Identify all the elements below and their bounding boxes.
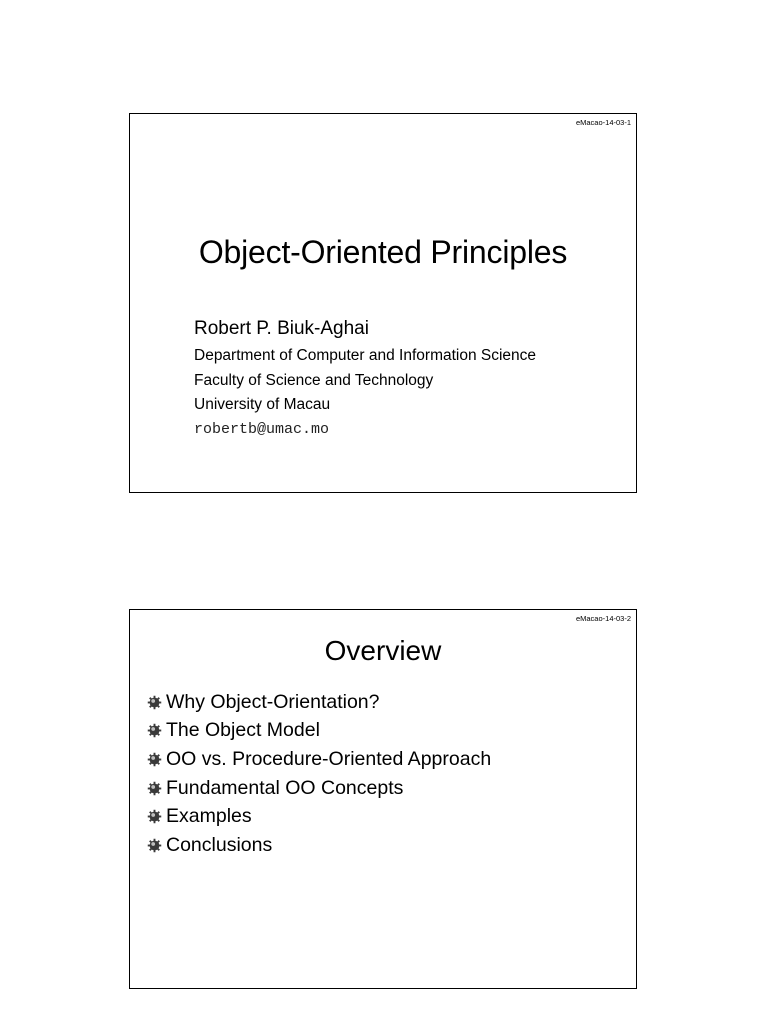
- email-address: robertb@umac.mo: [194, 421, 330, 438]
- author-name: Robert P. Biuk-Aghai: [194, 318, 369, 339]
- list-item: [147, 831, 491, 860]
- gear-icon: [147, 695, 162, 710]
- list-item-label: Conclusions: [166, 833, 273, 856]
- gear-icon: [147, 781, 162, 796]
- slide-title: Overview: [324, 635, 442, 666]
- gear-icon: [147, 838, 162, 853]
- list-item-label: Examples: [166, 805, 252, 828]
- list-item-label: Why Object-Orientation?: [166, 690, 380, 713]
- university: University of Macau: [194, 396, 331, 413]
- list-item: [147, 688, 491, 717]
- list-item: [147, 774, 491, 803]
- list-item: [147, 745, 491, 774]
- gear-icon: [147, 752, 162, 767]
- list-item: [147, 717, 491, 746]
- department: Department of Computer and Information Science: [194, 347, 537, 364]
- slide-2: [129, 609, 637, 989]
- slide-1: [129, 113, 637, 493]
- list-item-label: The Object Model: [166, 719, 320, 742]
- list-item-label: OO vs. Procedure-Oriented Approach: [166, 747, 492, 770]
- slide-title: Object-Oriented Principles: [198, 234, 568, 270]
- faculty: Faculty of Science and Technology: [194, 372, 434, 389]
- list-item-label: Fundamental OO Concepts: [166, 776, 404, 799]
- list-item: [147, 802, 491, 831]
- gear-icon: [147, 723, 162, 738]
- overview-list: [147, 688, 491, 860]
- slide-id: eMacao-14-03-1: [575, 118, 631, 127]
- slide-id: eMacao-14-03-2: [575, 614, 631, 623]
- gear-icon: [147, 809, 162, 824]
